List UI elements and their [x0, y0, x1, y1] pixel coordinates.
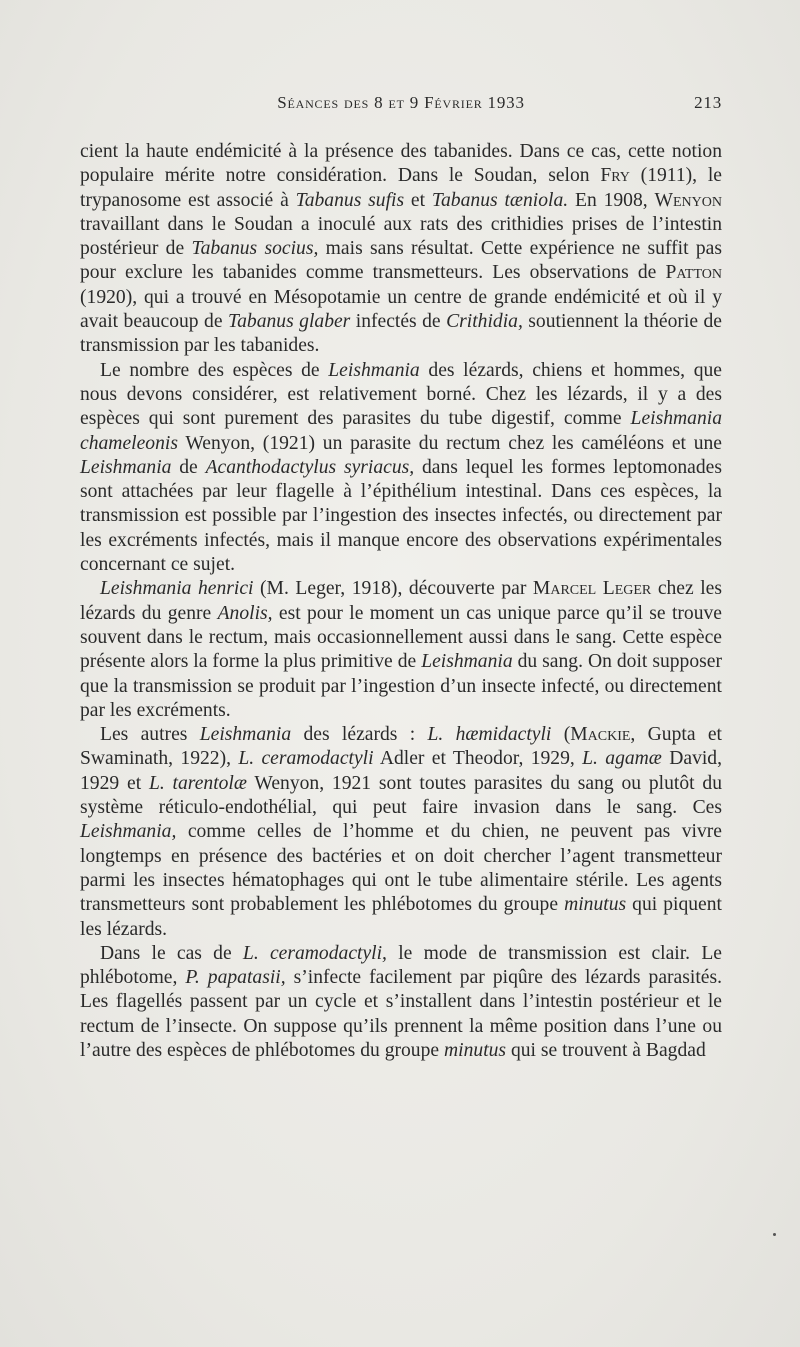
text-run: Adler et Theodor, 1929, — [373, 748, 583, 770]
text-run: mais sans résultat. Cette expérience ne suffit pas pour exclure les tabanides comme transmetteurs. Les observations de — [80, 238, 722, 284]
text-run: Le nombre des espèces de — [100, 359, 329, 381]
text-run: comme celles de l’homme et du chien, ne peuvent pas vivre longtemps en présence des bactéries et on doit chercher l’agent transmetteur parmi les insectes hématophages qui ont le tube alimentaire stérile. Les agents transmetteurs sont probablement les phlébotomes du groupe — [80, 821, 722, 916]
species-name: Leishmania — [199, 724, 292, 746]
genus-name: Anolis, — [217, 602, 273, 624]
paragraph-1 — [80, 140, 722, 359]
text-run: En 1908, — [568, 189, 655, 211]
text-run: travaillant dans le Soudan a inoculé aux rats des crithidies prises de l’intestin postérieur de — [80, 213, 722, 260]
text-run: Dans le cas de — [100, 942, 243, 964]
species-name: Tabanus tæniola. — [431, 189, 569, 211]
text-run: (M. Leger, 1918), découverte par — [253, 578, 533, 600]
text-run: Gupta et Swaminath, 1922), — [80, 724, 722, 770]
author-name: Wenyon — [654, 189, 722, 211]
text-run: soutiennent la théorie de transmission par les tabanides. — [80, 311, 722, 357]
body-text — [80, 140, 722, 1063]
species-name: Leishmania, — [80, 821, 177, 843]
paragraph-2 — [80, 359, 722, 578]
text-run: du sang. On doit supposer que la transmission se produit par l’ingestion d’un insecte infecté, ou directement par les excréments. — [80, 651, 722, 721]
text-run: dans lequel les formes leptomonades sont attachées par leur flagelle à l’épithélium intestinal. Dans ces espèces, la transmission est possible par l’ingestion des insectes infectés, ou directement par les excréments infectés, mais il manque encore des observations expérimentales concernant ce sujet. — [80, 456, 722, 576]
species-name: L. ceramodactyli — [238, 748, 374, 770]
species-name: L. tarentolæ — [148, 772, 247, 794]
species-name: L. ceramodactyli, — [242, 942, 387, 964]
species-name: Tabanus socius, — [191, 238, 319, 260]
species-group-name: minutus — [564, 894, 627, 916]
text-run: est pour le moment un cas unique parce qu’il se trouve souvent dans le rectum, mais occasionnellement aussi dans le sang. Cette espèce présente alors la forme la plus primitive de — [80, 602, 722, 673]
text-run: (1911), le trypanosome est associé à — [80, 165, 722, 211]
text-run: s’infecte facilement par piqûre des lézards parasités. Les flagellés passent par un cycle et s’installent dans l’intestin postérieur et le rectum de l’insecte. On suppose qu’ils prennent la même position dans l’une ou l’autre des espèces de phlébotomes du groupe — [80, 967, 722, 1061]
text-run: le mode de transmission est clair. Le phlébotome, — [80, 942, 722, 989]
species-name: L. hæmidactyli — [427, 724, 552, 746]
species-name: Acanthodactylus syriacus, — [205, 456, 415, 478]
paragraph-3 — [80, 577, 722, 723]
text-run: de — [171, 456, 206, 478]
text-run: ( — [551, 724, 571, 746]
species-name: Leishmania — [328, 359, 420, 381]
species-group-name: minutus — [444, 1039, 507, 1061]
text-run: des lézards, chiens et hommes, que nous devons considérer, est relativement borné. Chez les lézards, il y a des espèces qui sont purement des parasites du tube digestif, comme — [80, 359, 722, 430]
paragraph-4 — [80, 723, 722, 942]
author-name: Marcel Leger — [532, 578, 652, 600]
species-name: Leishmania chameleonis — [80, 408, 722, 454]
text-run: (1920), qui a trouvé en Mésopotamie un centre de grande endémicité et où il y avait beaucoup de — [80, 286, 722, 333]
text-run: David, 1929 et — [80, 748, 723, 794]
text-run: chez les lézards du genre — [80, 578, 723, 624]
species-name: Leishmania — [80, 456, 172, 478]
species-name: P. papatasii, — [185, 967, 286, 989]
text-run: infectés de — [350, 311, 447, 333]
text-run: Wenyon, (1921) un parasite du rectum chez les caméléons et une — [177, 432, 722, 454]
header-title: Séances des 8 et 9 Février 1933 — [277, 93, 525, 112]
text-run: cient la haute endémicité à la présence des tabanides. Dans ce cas, cette notion populaire mérite notre considération. Dans le Soudan, selon — [80, 141, 722, 187]
species-name: L. agamæ — [582, 748, 662, 770]
text-run: Wenyon, 1921 sont toutes parasites du sang ou plutôt du système réticulo-endothélial, qui peut faire invasion dans le sang. Ces — [80, 772, 722, 819]
paragraph-5 — [80, 942, 722, 1063]
page-number: 213 — [694, 93, 722, 112]
text-run: Les autres — [100, 724, 200, 746]
author-name: Mackie, — [570, 724, 636, 746]
author-name: Patton — [665, 262, 722, 284]
species-name: Tabanus sufis — [295, 189, 405, 211]
print-speck — [773, 1233, 776, 1236]
author-name: Fry — [600, 165, 630, 187]
species-name: Leishmania — [421, 651, 513, 673]
text-run: des lézards : — [291, 724, 428, 746]
text-run: qui piquent les lézards. — [80, 894, 722, 940]
text-run: et — [404, 189, 432, 211]
species-name: Leishmania henrici — [100, 578, 254, 600]
species-name: Crithidia, — [446, 311, 523, 333]
text-run: qui se trouvent à Bagdad — [506, 1039, 706, 1061]
running-header — [80, 93, 722, 117]
species-name: Tabanus glaber — [228, 311, 351, 333]
